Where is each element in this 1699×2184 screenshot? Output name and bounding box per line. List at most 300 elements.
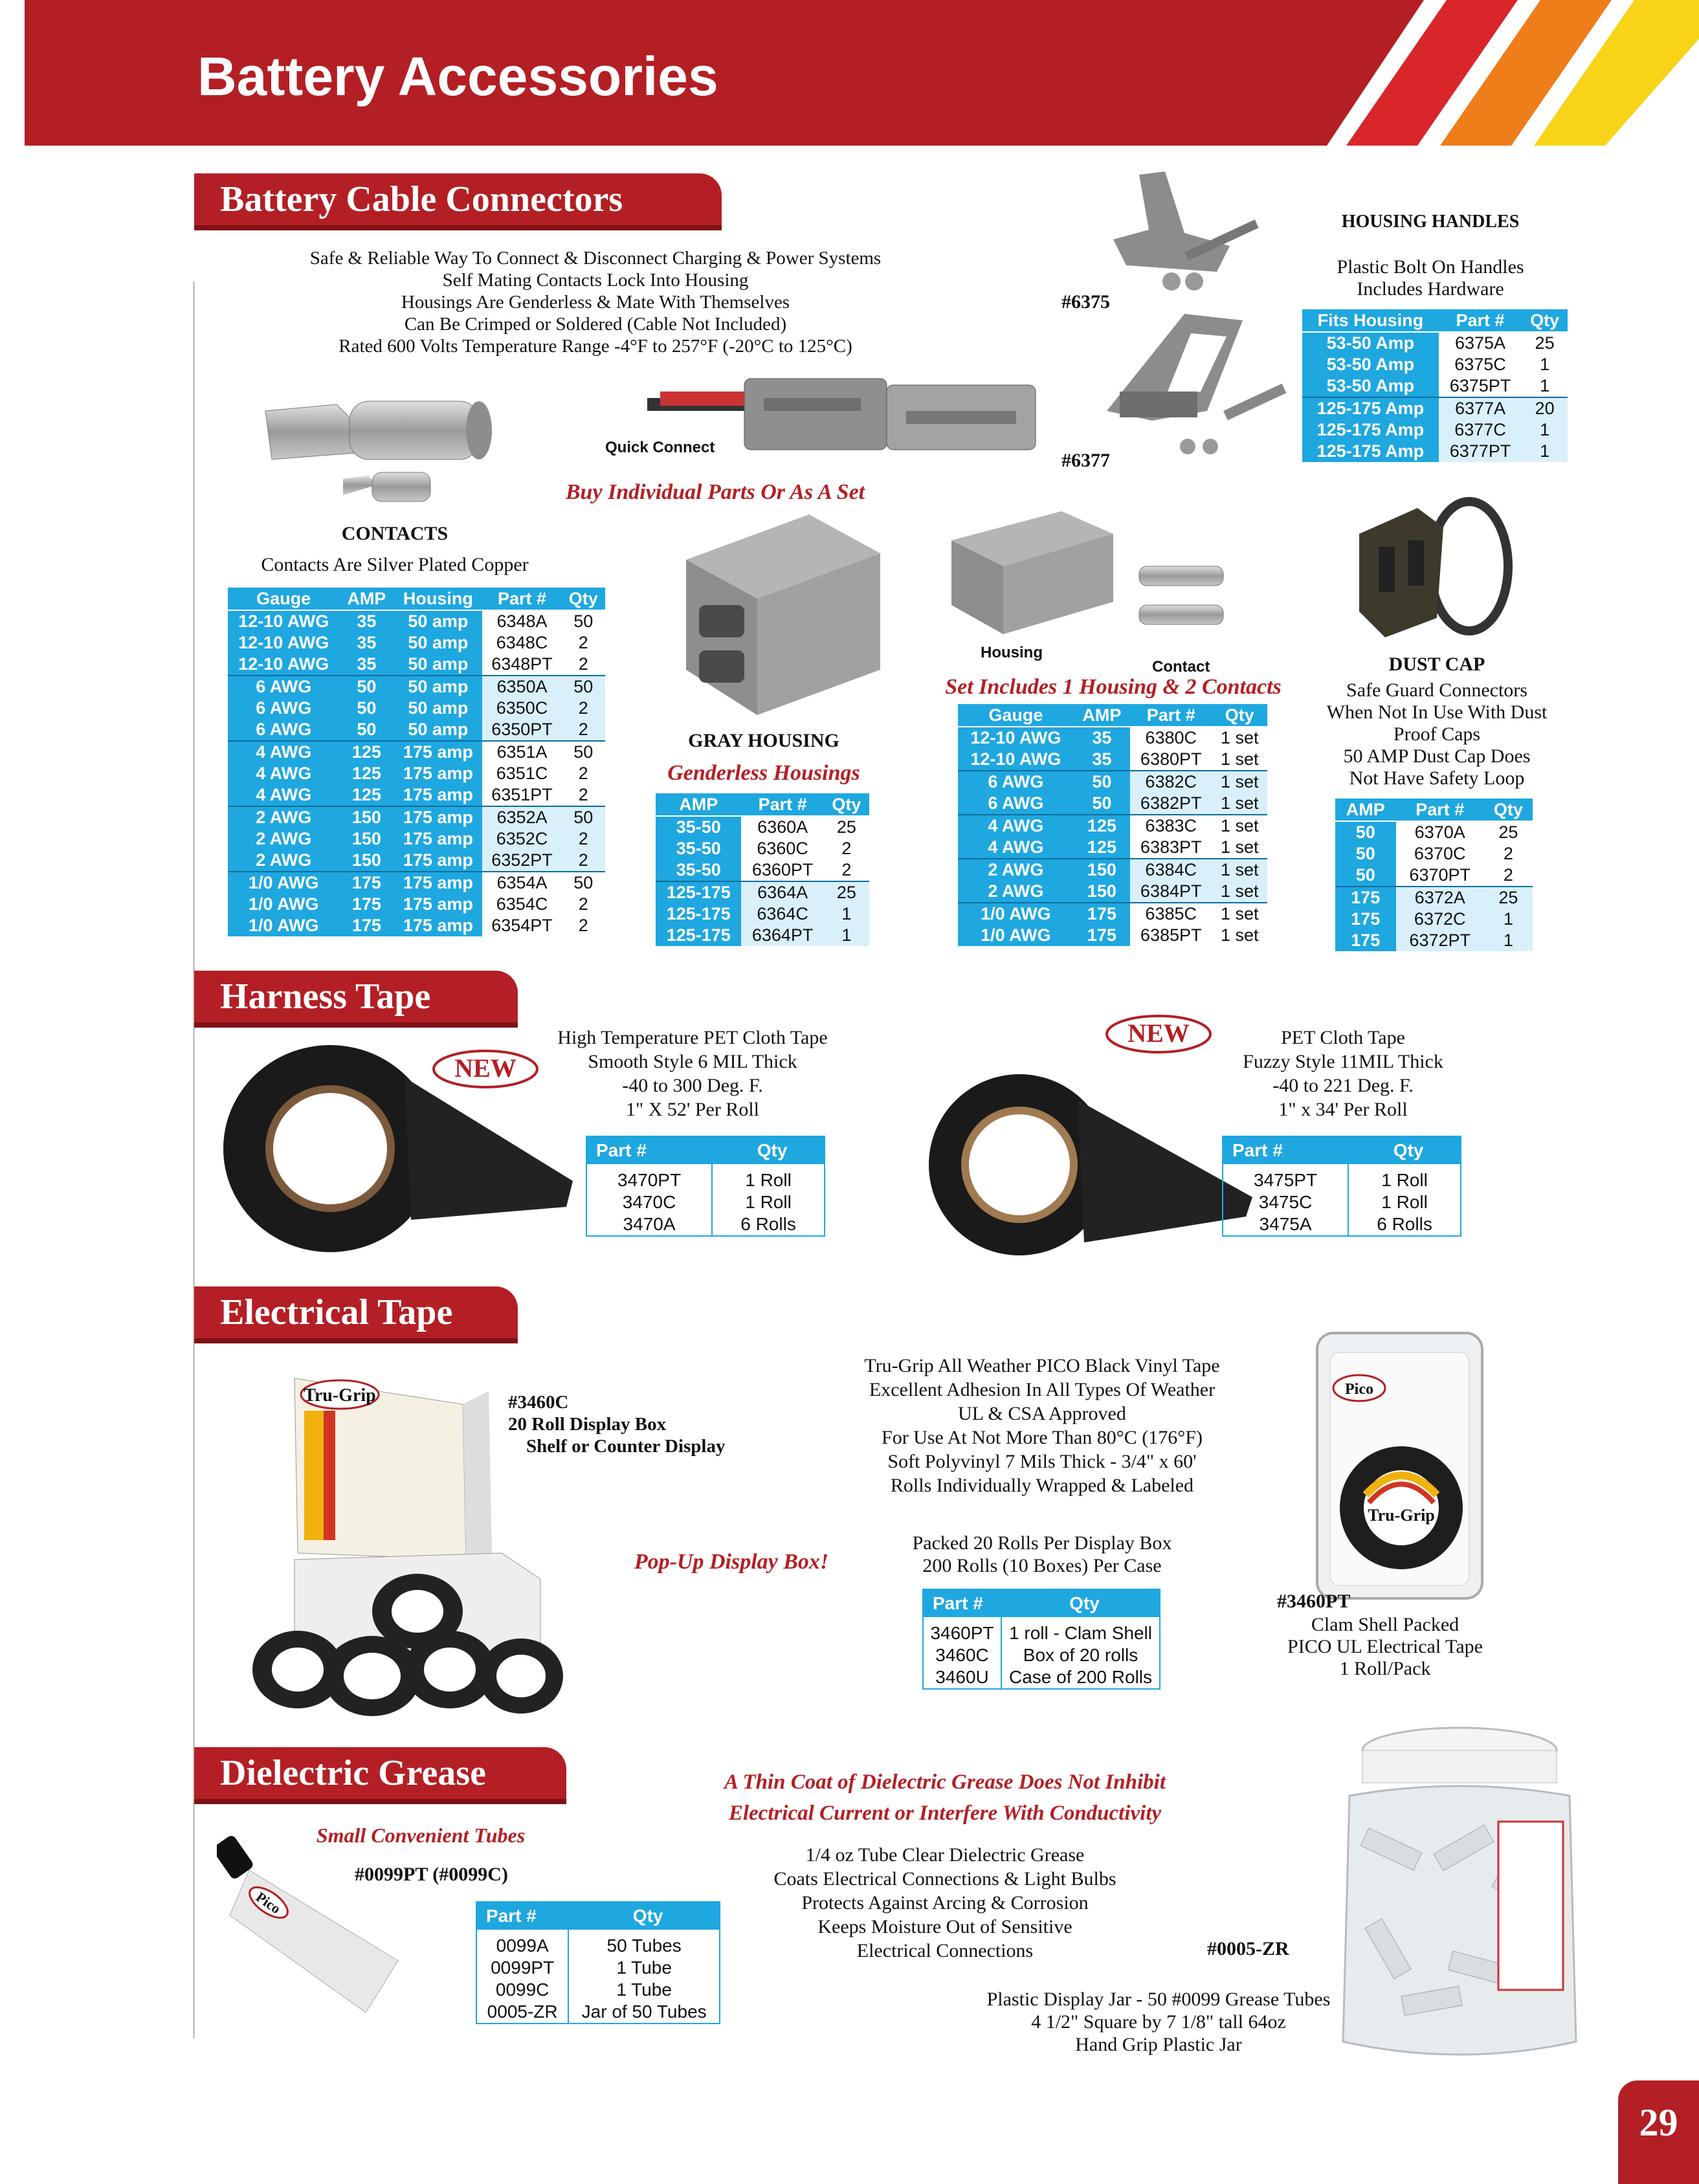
harness-right-table: Part # Qty 3475PT 1 Roll 3475C 1 Roll 3475A 6 Rolls xyxy=(1222,1136,1461,1237)
gray-housing-cell: 2 xyxy=(824,859,869,881)
set-cell: 125 xyxy=(1074,815,1130,837)
handles-cell: 6377C xyxy=(1439,419,1522,441)
grease-desc: 1/4 oz Tube Clear Dielectric Grease Coats Electrical Connections & Light Bulbs Protects Against Arcing & Corrosion Keeps Moisture Out of Sensitive Electrical Connections xyxy=(773,1844,1116,1961)
grease-cell: 0099PT xyxy=(476,1957,568,1979)
contacts-cell: 2 xyxy=(562,850,605,872)
contacts-cell: 4 AWG xyxy=(228,741,339,763)
contacts-row xyxy=(228,741,605,763)
contacts-row xyxy=(228,894,605,915)
gray-housing-row xyxy=(656,859,869,881)
gray-housing-row xyxy=(656,925,869,946)
contacts-subtitle: Contacts Are Silver Plated Copper xyxy=(261,554,529,575)
contacts-cell: 6 AWG xyxy=(228,719,339,741)
contacts-cell: 2 xyxy=(562,915,605,936)
handles-cell: 1 xyxy=(1522,441,1568,462)
contacts-row xyxy=(228,828,605,850)
contacts-row xyxy=(228,698,605,719)
dust-cap-cell: 2 xyxy=(1484,865,1533,887)
set-cell: 50 xyxy=(1074,771,1130,793)
contacts-cell: 4 AWG xyxy=(228,763,339,784)
contacts-cell: 12-10 AWG xyxy=(228,654,339,676)
contacts-cell: 2 xyxy=(562,763,605,784)
clam-shell-part: #3460PT xyxy=(1277,1591,1351,1612)
contacts-cell: 35 xyxy=(339,654,394,676)
contacts-cell: 50 xyxy=(562,872,605,894)
electrical-cell: Case of 200 Rolls xyxy=(1001,1666,1160,1689)
handles-title: HOUSING HANDLES xyxy=(1341,212,1520,232)
grease-tube-part: #0099PT (#0099C) xyxy=(355,1864,508,1885)
thin-coat-text: A Thin Coat of Dielectric Grease Does Not Inhibit Electrical Current or Interfere With Conductivity xyxy=(724,1770,1166,1825)
handles-cell: 6375C xyxy=(1439,354,1522,375)
gray-housing-table: AMP Part # Qty 35-50 6360A 25 35-50 6360C 2 35-50 6360PT 2 125-175 6364A 25 125-175 6364C 1 125-175 6364PT 1 xyxy=(656,793,869,946)
set-cell: 6 AWG xyxy=(958,771,1074,793)
gray-housing-cell: 125-175 xyxy=(656,881,741,903)
buy-individual-text: Buy Individual Parts Or As A Set xyxy=(565,480,865,504)
set-cell: 35 xyxy=(1074,749,1130,771)
electrical-cell: 3460PT xyxy=(923,1617,1001,1644)
dust-cap-cell: 6372PT xyxy=(1396,930,1484,951)
grease-cell: 50 Tubes xyxy=(568,1930,720,1957)
contacts-cell: 6352C xyxy=(482,828,561,850)
new-badge-left xyxy=(430,1043,540,1095)
contacts-row xyxy=(228,915,605,936)
set-row xyxy=(958,859,1267,881)
dust-cap-row xyxy=(1335,909,1533,930)
contacts-cell: 6351A xyxy=(482,741,561,763)
section-harness-tape: Harness Tape xyxy=(194,971,518,1022)
page-title: Battery Accessories xyxy=(197,46,718,107)
set-cell: 50 xyxy=(1074,793,1130,815)
gray-housing-cell: 6364A xyxy=(741,881,823,903)
dust-cap-cell: 6370PT xyxy=(1396,865,1484,887)
electrical-row xyxy=(923,1644,1160,1666)
dust-cap-title: DUST CAP xyxy=(1388,654,1485,675)
contacts-cell: 175 amp xyxy=(394,894,482,915)
dust-cap-cell: 175 xyxy=(1335,887,1396,909)
contacts-cell: 2 xyxy=(562,719,605,741)
handles-cell: 25 xyxy=(1522,332,1568,354)
contacts-row xyxy=(228,676,605,698)
gray-housing-cell: 25 xyxy=(824,881,869,903)
handle-6377-photo xyxy=(1094,307,1294,466)
set-row xyxy=(958,749,1267,771)
handles-cell: 1 xyxy=(1522,419,1568,441)
grease-cell: Jar of 50 Tubes xyxy=(568,2001,720,2024)
harness-right-desc: PET Cloth Tape Fuzzy Style 11MIL Thick -40 to 221 Deg. F. 1" x 34' Per Roll xyxy=(1243,1027,1443,1120)
harness-right-row xyxy=(1223,1164,1461,1191)
set-row xyxy=(958,881,1267,903)
electrical-cell: 3460C xyxy=(923,1644,1001,1666)
contacts-cell: 150 xyxy=(339,828,394,850)
contacts-row xyxy=(228,719,605,741)
harness-left-row xyxy=(586,1213,825,1236)
set-row xyxy=(958,771,1267,793)
gray-housing-cell: 125-175 xyxy=(656,925,741,946)
handles-row xyxy=(1302,441,1568,462)
gray-housing-cell: 6364C xyxy=(741,903,823,925)
gray-housing-cell: 35-50 xyxy=(656,838,741,859)
contacts-cell: 6354A xyxy=(482,872,561,894)
set-cell: 6 AWG xyxy=(958,793,1074,815)
handles-row xyxy=(1302,375,1568,397)
contacts-cell: 50 amp xyxy=(394,632,482,654)
harness-left-cell: 6 Rolls xyxy=(712,1213,825,1236)
clam-shell-desc: Clam Shell Packed PICO UL Electrical Tape 1 Roll/Pack xyxy=(1287,1614,1483,1679)
harness-left-cell: 3470A xyxy=(586,1213,712,1236)
handles-cell: 53-50 Amp xyxy=(1302,332,1439,354)
clam-shell-photo xyxy=(1311,1327,1492,1605)
section-dielectric-grease: Dielectric Grease xyxy=(194,1747,566,1799)
set-cell: 2 AWG xyxy=(958,881,1074,903)
contacts-cell: 1/0 AWG xyxy=(228,915,339,936)
dust-cap-cell: 1 xyxy=(1484,930,1533,951)
set-cell: 1 set xyxy=(1212,903,1267,925)
contacts-cell: 6354C xyxy=(482,894,561,915)
harness-left-row xyxy=(586,1164,825,1191)
dust-cap-cell: 175 xyxy=(1335,909,1396,930)
set-cell: 6382PT xyxy=(1130,793,1212,815)
grease-jar-part: #0005-ZR xyxy=(1207,1938,1289,1959)
gray-housing-cell: 35-50 xyxy=(656,816,741,838)
electrical-cell: 3460U xyxy=(923,1666,1001,1689)
set-contact-label: Contact xyxy=(1152,658,1210,676)
set-cell: 1/0 AWG xyxy=(958,903,1074,925)
gray-housing-cell: 35-50 xyxy=(656,859,741,881)
handles-cell: 6375A xyxy=(1439,332,1522,354)
contacts-cell: 6 AWG xyxy=(228,676,339,698)
set-row xyxy=(958,815,1267,837)
contacts-cell: 50 amp xyxy=(394,698,482,719)
handles-cell: 6377PT xyxy=(1439,441,1522,462)
contacts-table: Gauge AMP Housing Part # Qty 12-10 AWG 35 50 amp 6348A 50 12-10 AWG 35 50 amp 6348C 2 12-10 AWG 35 50 amp 6348PT 2 6 AWG 50 50 amp 6350A 50 6 AWG 50 50 amp 6350C 2 6 AWG 50 50 amp 6350PT 2 4 AWG 125 175 amp 6351A 50 4 AWG 125 175 amp 6351C 2 4 AWG 125 175 amp 6351PT 2 2 AWG 150 175 amp 6352A 50 2 AWG 150 175 amp 6352C 2 2 AWG 150 175 amp 6352PT 2 1/0 AWG 175 175 amp 6354A 50 1/0 AWG 175 175 amp 6354C 2 1/0 AWG 175 175 amp 6354PT 2 xyxy=(228,588,605,936)
harness-right-cell: 3475C xyxy=(1223,1191,1348,1213)
harness-left-cell: 1 Roll xyxy=(712,1164,825,1191)
harness-right-cell: 3475PT xyxy=(1223,1164,1348,1191)
harness-right-row xyxy=(1223,1213,1461,1236)
contacts-cell: 2 xyxy=(562,828,605,850)
harness-left-cell: 1 Roll xyxy=(712,1191,825,1213)
contacts-cell: 2 xyxy=(562,632,605,654)
handles-row xyxy=(1302,354,1568,375)
electrical-desc: Tru-Grip All Weather PICO Black Vinyl Tape Excellent Adhesion In All Types Of Weather UL & CSA Approved For Use At Not More Than 80°C (176°F) Soft Polyvinyl 7 Mils Thick - 3/4" x 60' Rolls Individually Wrapped & Labeled xyxy=(864,1355,1220,1496)
handles-cell: 6375PT xyxy=(1439,375,1522,397)
set-cell: 6380C xyxy=(1130,727,1212,749)
grease-row xyxy=(476,2001,720,2024)
contacts-cell: 2 AWG xyxy=(228,806,339,828)
set-cell: 6380PT xyxy=(1130,749,1212,771)
contacts-row xyxy=(228,784,605,806)
electrical-row xyxy=(923,1666,1160,1689)
set-cell: 150 xyxy=(1074,881,1130,903)
handles-row xyxy=(1302,419,1568,441)
contacts-cell: 4 AWG xyxy=(228,784,339,806)
set-cell: 12-10 AWG xyxy=(958,727,1074,749)
gray-housing-cell: 1 xyxy=(824,903,869,925)
gray-housing-cell: 1 xyxy=(824,925,869,946)
gray-housing-row xyxy=(656,838,869,859)
quick-connect-label: Quick Connect xyxy=(605,439,715,456)
set-cell: 1 set xyxy=(1212,749,1267,771)
handles-cell: 125-175 Amp xyxy=(1302,397,1439,419)
contacts-cell: 175 amp xyxy=(394,850,482,872)
harness-right-cell: 1 Roll xyxy=(1348,1164,1461,1191)
set-cell: 6384C xyxy=(1130,859,1212,881)
dust-cap-table: AMP Part # Qty 50 6370A 25 50 6370C 2 50 6370PT 2 175 6372A 25 175 6372C 1 175 6372PT 1 xyxy=(1335,799,1533,951)
dust-cap-cell: 50 xyxy=(1335,821,1396,843)
contacts-cell: 6352PT xyxy=(482,850,561,872)
handles-cell: 1 xyxy=(1522,375,1568,397)
dust-cap-cell: 6372A xyxy=(1396,887,1484,909)
set-cell: 1 set xyxy=(1212,727,1267,749)
set-cell: 1 set xyxy=(1212,771,1267,793)
set-row xyxy=(958,925,1267,946)
contacts-cell: 175 xyxy=(339,894,394,915)
contacts-cell: 50 xyxy=(562,806,605,828)
gray-housing-title: GRAY HOUSING xyxy=(688,730,839,751)
set-cell: 175 xyxy=(1074,925,1130,946)
contacts-row xyxy=(228,850,605,872)
grease-tube-photo xyxy=(217,1831,411,2019)
dust-cap-cell: 1 xyxy=(1484,909,1533,930)
set-cell: 6383PT xyxy=(1130,837,1212,859)
handles-cell: 6377A xyxy=(1439,397,1522,419)
contacts-cell: 125 xyxy=(339,741,394,763)
gray-housing-cell: 6360A xyxy=(741,816,823,838)
contacts-cell: 175 xyxy=(339,872,394,894)
contacts-cell: 6351PT xyxy=(482,784,561,806)
contacts-cell: 50 xyxy=(562,676,605,698)
contacts-cell: 125 xyxy=(339,784,394,806)
clam-shell-brand-top: Pico xyxy=(1345,1381,1373,1398)
contacts-cell: 2 xyxy=(562,654,605,676)
handle-6375-label: #6375 xyxy=(1061,291,1110,313)
contacts-cell: 2 AWG xyxy=(228,828,339,850)
electrical-cell: 1 roll - Clam Shell xyxy=(1001,1617,1160,1644)
set-row xyxy=(958,903,1267,925)
contacts-cell: 6348PT xyxy=(482,654,561,676)
grease-cell: 1 Tube xyxy=(568,1979,720,2001)
handle-6375-photo xyxy=(1087,168,1282,298)
clam-shell-brand: Tru-Grip xyxy=(1368,1506,1435,1525)
grease-cell: 0005-ZR xyxy=(476,2001,568,2024)
contacts-cell: 2 xyxy=(562,698,605,719)
contacts-cell: 125 xyxy=(339,763,394,784)
contacts-cell: 12-10 AWG xyxy=(228,632,339,654)
gray-housing-cell: 2 xyxy=(824,838,869,859)
set-cell: 6382C xyxy=(1130,771,1212,793)
dust-cap-row xyxy=(1335,843,1533,865)
new-badge-right-text: NEW xyxy=(1127,1019,1190,1048)
handles-cell: 125-175 Amp xyxy=(1302,419,1439,441)
display-box-brand: Tru-Grip xyxy=(304,1385,376,1406)
grease-table: Part # Qty 0099A 50 Tubes 0099PT 1 Tube 0099C 1 Tube 0005-ZR Jar of 50 Tubes xyxy=(476,1901,720,2024)
harness-right-cell: 1 Roll xyxy=(1348,1191,1461,1213)
set-cell: 1/0 AWG xyxy=(958,925,1074,946)
battery-intro: Safe & Reliable Way To Connect & Disconnect Charging & Power Systems Self Mating Contacts Lock Into Housing Housings Are Genderless & Mate With Themselves Can Be Crimped or Soldered (Cable Not Included) Rated 600 Volts Temperature Range -4°F to 257°F (-20°C to 125°C) xyxy=(309,248,882,357)
contacts-cell: 175 amp xyxy=(394,763,482,784)
grease-tube-brand: Pico xyxy=(253,1888,284,1917)
page-number: 29 xyxy=(1618,2080,1699,2184)
set-title: Set Includes 1 Housing & 2 Contacts xyxy=(945,675,1282,699)
contacts-cell: 6352A xyxy=(482,806,561,828)
handles-cell: 53-50 Amp xyxy=(1302,354,1439,375)
contacts-cell: 6350PT xyxy=(482,719,561,741)
set-cell: 1 set xyxy=(1212,837,1267,859)
set-cell: 6385C xyxy=(1130,903,1212,925)
dust-cap-row xyxy=(1335,821,1533,843)
gray-housing-cell: 6360PT xyxy=(741,859,823,881)
section-electrical-tape: Electrical Tape xyxy=(194,1286,518,1338)
contacts-cell: 175 amp xyxy=(394,784,482,806)
contacts-cell: 50 amp xyxy=(394,719,482,741)
dust-cap-cell: 6372C xyxy=(1396,909,1484,930)
harness-right-cell: 6 Rolls xyxy=(1348,1213,1461,1236)
gray-housing-photo xyxy=(660,508,893,722)
contacts-cell: 50 amp xyxy=(394,676,482,698)
contacts-row xyxy=(228,806,605,828)
gray-housing-cell: 6364PT xyxy=(741,925,823,946)
harness-left-cell: 3470PT xyxy=(586,1164,712,1191)
set-cell: 12-10 AWG xyxy=(958,749,1074,771)
set-housing-label: Housing xyxy=(981,644,1043,661)
set-cell: 6383C xyxy=(1130,815,1212,837)
set-cell: 35 xyxy=(1074,727,1130,749)
gray-housing-row xyxy=(656,903,869,925)
contacts-cell: 175 amp xyxy=(394,915,482,936)
section-battery-cable-connectors: Battery Cable Connectors xyxy=(194,173,722,225)
set-cell: 1 set xyxy=(1212,925,1267,946)
electrical-cell: Box of 20 rolls xyxy=(1001,1644,1160,1666)
display-box-part: #3460C 20 Roll Display Box Shelf or Counter Display xyxy=(508,1392,726,1457)
gray-housing-row xyxy=(656,816,869,838)
contacts-cell: 35 xyxy=(339,610,394,632)
contacts-cell: 6350A xyxy=(482,676,561,698)
contacts-cell: 12-10 AWG xyxy=(228,610,339,632)
contacts-cell: 175 amp xyxy=(394,806,482,828)
contacts-cell: 2 xyxy=(562,894,605,915)
dust-cap-cell: 6370A xyxy=(1396,821,1484,843)
gray-housing-cell: 6360C xyxy=(741,838,823,859)
set-cell: 4 AWG xyxy=(958,815,1074,837)
dust-cap-cell: 175 xyxy=(1335,930,1396,951)
set-cell: 1 set xyxy=(1212,815,1267,837)
contacts-cell: 50 amp xyxy=(394,610,482,632)
contacts-row xyxy=(228,610,605,632)
grease-row xyxy=(476,1979,720,2001)
handles-cell: 1 xyxy=(1522,354,1568,375)
set-row xyxy=(958,793,1267,815)
set-cell: 4 AWG xyxy=(958,837,1074,859)
dust-cap-cell: 25 xyxy=(1484,821,1533,843)
handles-cell: 53-50 Amp xyxy=(1302,375,1439,397)
contacts-cell: 50 xyxy=(339,719,394,741)
contacts-cell: 50 amp xyxy=(394,654,482,676)
handles-row xyxy=(1302,332,1568,354)
handles-cell: 20 xyxy=(1522,397,1568,419)
grease-cell: 1 Tube xyxy=(568,1957,720,1979)
contacts-cell: 175 xyxy=(339,915,394,936)
contacts-cell: 35 xyxy=(339,632,394,654)
set-cell: 6384PT xyxy=(1130,881,1212,903)
handles-table: Fits Housing Part # Qty 53-50 Amp 6375A 25 53-50 Amp 6375C 1 53-50 Amp 6375PT 1 125-175 Amp 6377A 20 125-175 Amp 6377C 1 125-175 Amp 6377PT 1 xyxy=(1302,309,1568,462)
set-cell: 1 set xyxy=(1212,793,1267,815)
gray-housing-cell: 125-175 xyxy=(656,903,741,925)
dust-cap-cell: 50 xyxy=(1335,865,1396,887)
grease-cell: 0099C xyxy=(476,1979,568,2001)
dust-cap-cell: 50 xyxy=(1335,843,1396,865)
grease-jar-desc: Plastic Display Jar - 50 #0099 Grease Tubes 4 1/2" Square by 7 1/8" tall 64oz Hand Grip Plastic Jar xyxy=(986,1989,1331,2055)
contacts-cell: 50 xyxy=(339,676,394,698)
contacts-row xyxy=(228,632,605,654)
contacts-row xyxy=(228,763,605,784)
handle-6377-label: #6377 xyxy=(1061,450,1110,471)
set-row xyxy=(958,727,1267,749)
set-cell: 2 AWG xyxy=(958,859,1074,881)
contacts-cell: 175 amp xyxy=(394,872,482,894)
electrical-row xyxy=(923,1617,1160,1644)
new-badge-right xyxy=(1104,1008,1214,1060)
contacts-cell: 6348C xyxy=(482,632,561,654)
contacts-cell: 150 xyxy=(339,806,394,828)
harness-left-cell: 3470C xyxy=(586,1191,712,1213)
harness-left-row xyxy=(586,1191,825,1213)
contacts-cell: 1/0 AWG xyxy=(228,894,339,915)
harness-right-row xyxy=(1223,1191,1461,1213)
contacts-cell: 1/0 AWG xyxy=(228,872,339,894)
contacts-cell: 6351C xyxy=(482,763,561,784)
dust-cap-row xyxy=(1335,887,1533,909)
contacts-cell: 50 xyxy=(562,741,605,763)
dust-cap-row xyxy=(1335,865,1533,887)
contacts-row xyxy=(228,654,605,676)
dust-cap-photo xyxy=(1346,489,1527,644)
popup-display-text: Pop-Up Display Box! xyxy=(634,1550,829,1574)
set-cell: 150 xyxy=(1074,859,1130,881)
contacts-cell: 175 amp xyxy=(394,828,482,850)
set-cell: 175 xyxy=(1074,903,1130,925)
contacts-cell: 2 xyxy=(562,784,605,806)
grease-row xyxy=(476,1957,720,1979)
contacts-cell: 6348A xyxy=(482,610,561,632)
contacts-row xyxy=(228,872,605,894)
dust-cap-cell: 6370C xyxy=(1396,843,1484,865)
contacts-cell: 50 xyxy=(562,610,605,632)
dust-cap-cell: 2 xyxy=(1484,843,1533,865)
set-cell: 1 set xyxy=(1212,881,1267,903)
set-cell: 125 xyxy=(1074,837,1130,859)
set-cell: 1 set xyxy=(1212,859,1267,881)
set-table: Gauge AMP Part # Qty 12-10 AWG 35 6380C 1 set 12-10 AWG 35 6380PT 1 set 6 AWG 50 6382C 1 set 6 AWG 50 6382PT 1 set 4 AWG 125 6383C 1 set 4 AWG 125 6383PT 1 set 2 AWG 150 6384C 1 set 2 AWG 150 6384PT 1 set 1/0 AWG 175 6385C 1 set 1/0 AWG 175 6385PT 1 set xyxy=(958,704,1267,946)
grease-row xyxy=(476,1930,720,1957)
dust-cap-desc: Safe Guard Connectors When Not In Use With Dust Proof Caps 50 AMP Dust Cap Does Not Have Safety Loop xyxy=(1326,679,1548,789)
handles-cell: 125-175 Amp xyxy=(1302,441,1439,462)
set-photo xyxy=(945,508,1230,637)
contacts-cell: 175 amp xyxy=(394,741,482,763)
new-badge-left-text: NEW xyxy=(454,1053,516,1083)
contacts-cell: 6350C xyxy=(482,698,561,719)
contact-photo xyxy=(259,382,518,511)
dust-cap-cell: 25 xyxy=(1484,887,1533,909)
electrical-packed: Packed 20 Rolls Per Display Box 200 Rolls (10 Boxes) Per Case xyxy=(912,1532,1172,1576)
dust-cap-row xyxy=(1335,930,1533,951)
contacts-cell: 150 xyxy=(339,850,394,872)
contacts-title: CONTACTS xyxy=(341,523,449,544)
gray-housing-cell: 25 xyxy=(824,816,869,838)
harness-left-table: Part # Qty 3470PT 1 Roll 3470C 1 Roll 3470A 6 Rolls xyxy=(586,1136,825,1237)
contacts-cell: 50 xyxy=(339,698,394,719)
contacts-cell: 6 AWG xyxy=(228,698,339,719)
set-cell: 6385PT xyxy=(1130,925,1212,946)
